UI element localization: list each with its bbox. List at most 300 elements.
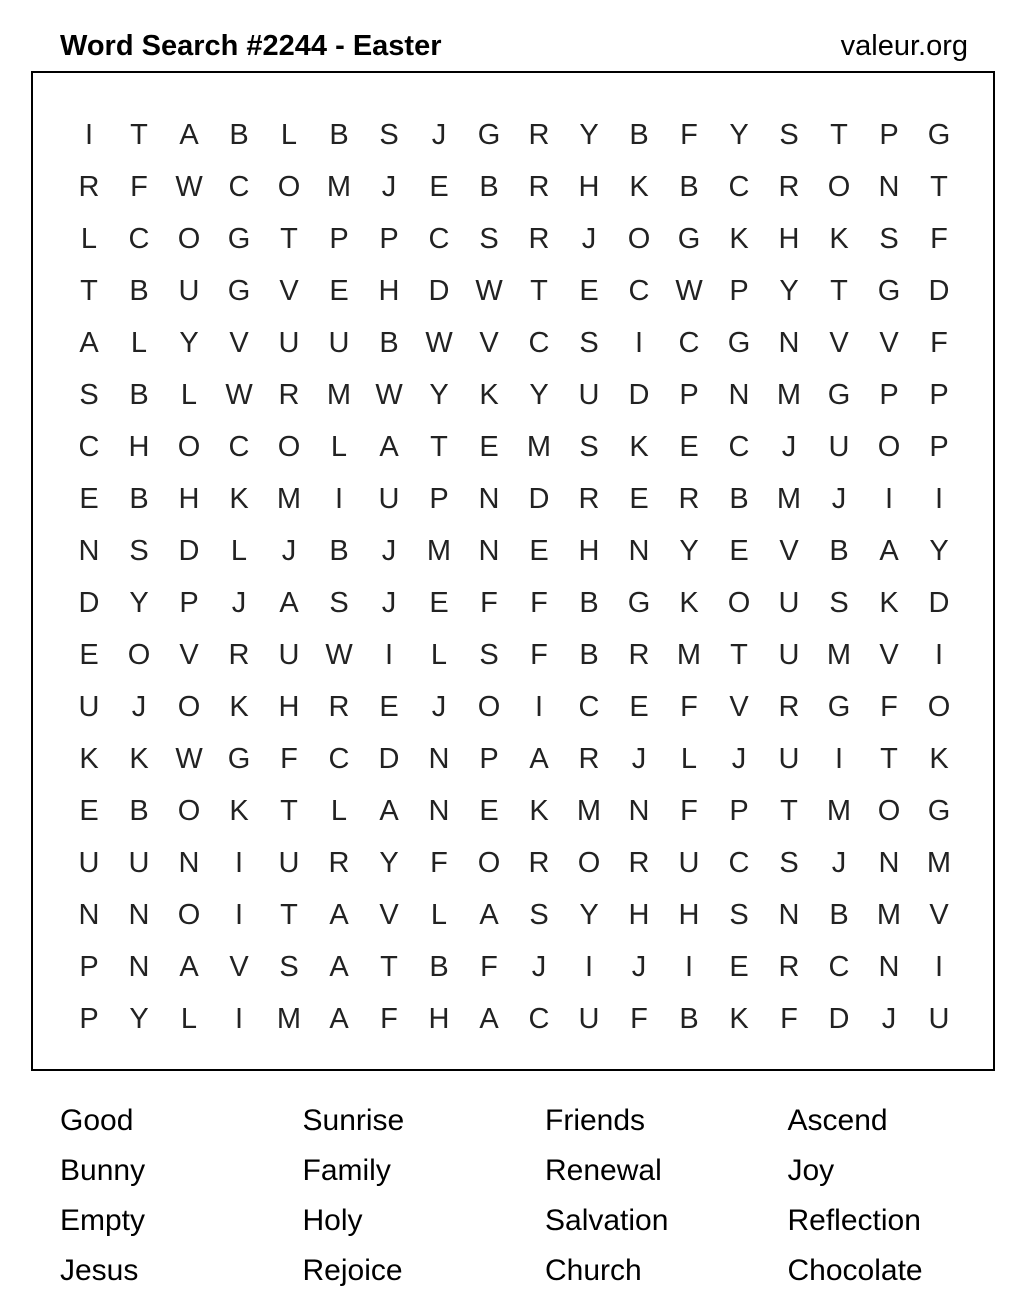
grid-cell[interactable]: T xyxy=(380,951,398,983)
grid-cell[interactable]: L xyxy=(280,119,298,151)
grid-cell[interactable]: K xyxy=(129,743,149,775)
grid-cell[interactable]: L xyxy=(180,379,198,411)
grid-cell[interactable]: I xyxy=(234,899,244,931)
grid-cell[interactable]: K xyxy=(79,743,99,775)
grid-cell[interactable]: H xyxy=(378,275,400,307)
grid-cell[interactable]: C xyxy=(678,327,700,359)
grid-cell[interactable]: B xyxy=(729,483,749,515)
grid-cell[interactable]: D xyxy=(828,1003,850,1035)
grid-cell[interactable]: I xyxy=(384,639,394,671)
grid-cell[interactable]: N xyxy=(778,327,800,359)
grid-cell[interactable]: A xyxy=(279,587,299,619)
grid-cell[interactable]: N xyxy=(478,535,500,567)
grid-cell[interactable]: L xyxy=(330,431,348,463)
grid-cell[interactable]: F xyxy=(530,639,548,671)
grid-cell[interactable]: I xyxy=(84,119,94,151)
grid-cell[interactable]: Y xyxy=(929,535,949,567)
grid-cell[interactable]: D xyxy=(628,379,650,411)
grid-cell[interactable]: R xyxy=(578,743,600,775)
grid-cell[interactable]: N xyxy=(878,847,900,879)
grid-cell[interactable]: H xyxy=(428,1003,450,1035)
grid-cell[interactable]: R xyxy=(328,847,350,879)
grid-cell[interactable]: O xyxy=(177,223,201,255)
grid-cell[interactable]: U xyxy=(778,587,800,619)
grid-cell[interactable]: C xyxy=(428,223,450,255)
grid-cell[interactable]: B xyxy=(579,587,599,619)
grid-cell[interactable]: J xyxy=(381,587,397,619)
grid-cell[interactable]: E xyxy=(629,691,649,723)
grid-cell[interactable]: E xyxy=(679,431,699,463)
grid-cell[interactable]: I xyxy=(934,639,944,671)
grid-cell[interactable]: D xyxy=(178,535,200,567)
grid-cell[interactable]: R xyxy=(528,171,550,203)
grid-cell[interactable]: D xyxy=(928,587,950,619)
grid-cell[interactable]: L xyxy=(80,223,98,255)
grid-cell[interactable]: B xyxy=(129,275,149,307)
grid-cell[interactable]: J xyxy=(531,951,547,983)
grid-cell[interactable]: D xyxy=(928,275,950,307)
grid-cell[interactable]: U xyxy=(78,691,100,723)
grid-cell[interactable]: O xyxy=(277,171,301,203)
grid-cell[interactable]: N xyxy=(628,535,650,567)
grid-cell[interactable]: E xyxy=(329,275,349,307)
grid-cell[interactable]: Y xyxy=(579,899,599,931)
grid-cell[interactable]: B xyxy=(829,535,849,567)
grid-cell[interactable]: J xyxy=(381,535,397,567)
grid-cell[interactable]: F xyxy=(380,1003,398,1035)
grid-cell[interactable]: T xyxy=(880,743,898,775)
grid-cell[interactable]: B xyxy=(479,171,499,203)
grid-cell[interactable]: T xyxy=(730,639,748,671)
grid-cell[interactable]: Y xyxy=(779,275,799,307)
grid-cell[interactable]: I xyxy=(334,483,344,515)
grid-cell[interactable]: U xyxy=(578,1003,600,1035)
grid-cell[interactable]: P xyxy=(729,275,749,307)
grid-cell[interactable]: P xyxy=(179,587,199,619)
grid-cell[interactable]: R xyxy=(78,171,100,203)
grid-cell[interactable]: R xyxy=(528,223,550,255)
grid-cell[interactable]: U xyxy=(128,847,150,879)
grid-cell[interactable]: H xyxy=(128,431,150,463)
grid-cell[interactable]: J xyxy=(831,483,847,515)
grid-cell[interactable]: U xyxy=(928,1003,950,1035)
grid-cell[interactable]: O xyxy=(177,795,201,827)
grid-cell[interactable]: L xyxy=(130,327,148,359)
grid-cell[interactable]: T xyxy=(430,431,448,463)
grid-cell[interactable]: N xyxy=(78,899,100,931)
grid-cell[interactable]: F xyxy=(430,847,448,879)
grid-cell[interactable]: P xyxy=(929,431,949,463)
grid-cell[interactable]: B xyxy=(129,483,149,515)
grid-cell[interactable]: H xyxy=(778,223,800,255)
grid-cell[interactable]: R xyxy=(528,119,550,151)
grid-cell[interactable]: J xyxy=(131,691,147,723)
grid-cell[interactable]: B xyxy=(379,327,399,359)
grid-cell[interactable]: A xyxy=(179,119,199,151)
grid-cell[interactable]: E xyxy=(479,431,499,463)
grid-cell[interactable]: J xyxy=(731,743,747,775)
grid-cell[interactable]: N xyxy=(878,171,900,203)
grid-cell[interactable]: C xyxy=(628,275,650,307)
grid-cell[interactable]: S xyxy=(879,223,899,255)
grid-cell[interactable]: S xyxy=(529,899,549,931)
grid-cell[interactable]: E xyxy=(79,795,99,827)
grid-cell[interactable]: P xyxy=(479,743,499,775)
grid-cell[interactable]: O xyxy=(177,431,201,463)
grid-cell[interactable]: W xyxy=(175,171,203,203)
grid-cell[interactable]: E xyxy=(579,275,599,307)
grid-cell[interactable]: F xyxy=(530,587,548,619)
grid-cell[interactable]: F xyxy=(680,691,698,723)
grid-cell[interactable]: L xyxy=(230,535,248,567)
grid-cell[interactable]: T xyxy=(780,795,798,827)
grid-cell[interactable]: R xyxy=(778,951,800,983)
grid-cell[interactable]: O xyxy=(877,431,901,463)
grid-cell[interactable]: F xyxy=(480,951,498,983)
grid-cell[interactable]: K xyxy=(879,587,899,619)
grid-cell[interactable]: A xyxy=(379,795,399,827)
grid-cell[interactable]: A xyxy=(379,431,399,463)
grid-cell[interactable]: F xyxy=(130,171,148,203)
grid-cell[interactable]: P xyxy=(879,119,899,151)
grid-cell[interactable]: P xyxy=(79,951,99,983)
grid-cell[interactable]: J xyxy=(581,223,597,255)
grid-cell[interactable]: B xyxy=(329,535,349,567)
grid-cell[interactable]: G xyxy=(227,275,251,307)
grid-cell[interactable]: C xyxy=(228,171,250,203)
grid-cell[interactable]: G xyxy=(877,275,901,307)
grid-cell[interactable]: T xyxy=(280,795,298,827)
grid-cell[interactable]: E xyxy=(79,639,99,671)
grid-cell[interactable]: S xyxy=(129,535,149,567)
grid-cell[interactable]: V xyxy=(229,951,249,983)
grid-cell[interactable]: F xyxy=(680,795,698,827)
grid-cell[interactable]: V xyxy=(729,691,749,723)
grid-cell[interactable]: M xyxy=(276,1003,302,1035)
grid-cell[interactable]: A xyxy=(479,1003,499,1035)
grid-cell[interactable]: U xyxy=(378,483,400,515)
grid-cell[interactable]: M xyxy=(826,639,852,671)
grid-cell[interactable]: J xyxy=(631,951,647,983)
grid-cell[interactable]: N xyxy=(728,379,750,411)
grid-cell[interactable]: K xyxy=(829,223,849,255)
grid-cell[interactable]: Y xyxy=(379,847,399,879)
grid-cell[interactable]: D xyxy=(78,587,100,619)
grid-cell[interactable]: P xyxy=(729,795,749,827)
grid-cell[interactable]: W xyxy=(225,379,253,411)
grid-cell[interactable]: K xyxy=(729,223,749,255)
grid-cell[interactable]: C xyxy=(728,171,750,203)
grid-cell[interactable]: B xyxy=(579,639,599,671)
grid-cell[interactable]: V xyxy=(929,899,949,931)
grid-cell[interactable]: O xyxy=(477,691,501,723)
grid-cell[interactable]: F xyxy=(680,119,698,151)
grid-cell[interactable]: E xyxy=(729,535,749,567)
grid-cell[interactable]: H xyxy=(178,483,200,515)
grid-cell[interactable]: K xyxy=(479,379,499,411)
grid-cell[interactable]: O xyxy=(927,691,951,723)
grid-cell[interactable]: V xyxy=(279,275,299,307)
grid-cell[interactable]: I xyxy=(684,951,694,983)
grid-cell[interactable]: W xyxy=(425,327,453,359)
grid-cell[interactable]: K xyxy=(629,171,649,203)
grid-cell[interactable]: H xyxy=(628,899,650,931)
grid-cell[interactable]: U xyxy=(778,743,800,775)
grid-cell[interactable]: Y xyxy=(129,1003,149,1035)
grid-cell[interactable]: S xyxy=(779,119,799,151)
grid-cell[interactable]: S xyxy=(479,223,499,255)
grid-cell[interactable]: I xyxy=(934,951,944,983)
grid-cell[interactable]: P xyxy=(379,223,399,255)
grid-cell[interactable]: G xyxy=(227,223,251,255)
grid-cell[interactable]: J xyxy=(631,743,647,775)
grid-cell[interactable]: C xyxy=(228,431,250,463)
grid-cell[interactable]: A xyxy=(479,899,499,931)
grid-cell[interactable]: N xyxy=(778,899,800,931)
grid-cell[interactable]: G xyxy=(827,691,851,723)
grid-cell[interactable]: N xyxy=(428,743,450,775)
grid-cell[interactable]: D xyxy=(528,483,550,515)
grid-cell[interactable]: H xyxy=(578,535,600,567)
grid-cell[interactable]: L xyxy=(180,1003,198,1035)
grid-cell[interactable]: B xyxy=(429,951,449,983)
grid-cell[interactable]: B xyxy=(229,119,249,151)
grid-cell[interactable]: F xyxy=(780,1003,798,1035)
grid-cell[interactable]: R xyxy=(628,847,650,879)
grid-cell[interactable]: N xyxy=(78,535,100,567)
grid-cell[interactable]: M xyxy=(776,483,802,515)
grid-cell[interactable]: E xyxy=(529,535,549,567)
grid-cell[interactable]: G xyxy=(227,743,251,775)
grid-cell[interactable]: V xyxy=(829,327,849,359)
grid-cell[interactable]: M xyxy=(926,847,952,879)
grid-cell[interactable]: F xyxy=(880,691,898,723)
grid-cell[interactable]: A xyxy=(329,951,349,983)
grid-cell[interactable]: U xyxy=(328,327,350,359)
grid-cell[interactable]: R xyxy=(678,483,700,515)
grid-cell[interactable]: V xyxy=(479,327,499,359)
grid-cell[interactable]: T xyxy=(280,223,298,255)
grid-cell[interactable]: I xyxy=(634,327,644,359)
grid-cell[interactable]: M xyxy=(876,899,902,931)
grid-cell[interactable]: P xyxy=(679,379,699,411)
grid-cell[interactable]: S xyxy=(79,379,99,411)
grid-cell[interactable]: P xyxy=(879,379,899,411)
grid-cell[interactable]: E xyxy=(379,691,399,723)
grid-cell[interactable]: L xyxy=(680,743,698,775)
grid-cell[interactable]: M xyxy=(826,795,852,827)
grid-cell[interactable]: B xyxy=(829,899,849,931)
grid-cell[interactable]: T xyxy=(930,171,948,203)
grid-cell[interactable]: R xyxy=(778,171,800,203)
grid-cell[interactable]: O xyxy=(127,639,151,671)
grid-cell[interactable]: K xyxy=(229,795,249,827)
grid-cell[interactable]: F xyxy=(930,327,948,359)
grid-cell[interactable]: M xyxy=(276,483,302,515)
grid-cell[interactable]: L xyxy=(330,795,348,827)
grid-cell[interactable]: V xyxy=(779,535,799,567)
grid-cell[interactable]: A xyxy=(879,535,899,567)
grid-cell[interactable]: W xyxy=(175,743,203,775)
grid-cell[interactable]: F xyxy=(630,1003,648,1035)
grid-cell[interactable]: G xyxy=(827,379,851,411)
grid-cell[interactable]: C xyxy=(528,1003,550,1035)
grid-cell[interactable]: E xyxy=(429,587,449,619)
grid-cell[interactable]: O xyxy=(177,899,201,931)
grid-cell[interactable]: I xyxy=(884,483,894,515)
grid-cell[interactable]: G xyxy=(927,119,951,151)
grid-cell[interactable]: N xyxy=(178,847,200,879)
grid-cell[interactable]: J xyxy=(881,1003,897,1035)
grid-cell[interactable]: B xyxy=(129,795,149,827)
grid-cell[interactable]: M xyxy=(776,379,802,411)
grid-cell[interactable]: C xyxy=(128,223,150,255)
grid-cell[interactable]: C xyxy=(728,431,750,463)
grid-cell[interactable]: S xyxy=(379,119,399,151)
grid-cell[interactable]: A xyxy=(79,327,99,359)
grid-cell[interactable]: R xyxy=(628,639,650,671)
grid-cell[interactable]: E xyxy=(629,483,649,515)
grid-cell[interactable]: U xyxy=(78,847,100,879)
grid-cell[interactable]: D xyxy=(378,743,400,775)
grid-cell[interactable]: N xyxy=(478,483,500,515)
grid-cell[interactable]: B xyxy=(329,119,349,151)
grid-cell[interactable]: S xyxy=(329,587,349,619)
grid-cell[interactable]: G xyxy=(927,795,951,827)
grid-cell[interactable]: T xyxy=(130,119,148,151)
grid-cell[interactable]: C xyxy=(728,847,750,879)
grid-cell[interactable]: T xyxy=(830,275,848,307)
grid-cell[interactable]: S xyxy=(279,951,299,983)
grid-cell[interactable]: N xyxy=(128,951,150,983)
grid-cell[interactable]: R xyxy=(528,847,550,879)
grid-cell[interactable]: T xyxy=(280,899,298,931)
grid-cell[interactable]: M xyxy=(326,171,352,203)
grid-cell[interactable]: B xyxy=(129,379,149,411)
grid-cell[interactable]: E xyxy=(479,795,499,827)
grid-cell[interactable]: C xyxy=(528,327,550,359)
grid-cell[interactable]: H xyxy=(278,691,300,723)
grid-cell[interactable]: K xyxy=(229,691,249,723)
grid-cell[interactable]: J xyxy=(281,535,297,567)
grid-cell[interactable]: P xyxy=(429,483,449,515)
grid-cell[interactable]: K xyxy=(929,743,949,775)
grid-cell[interactable]: V xyxy=(179,639,199,671)
grid-cell[interactable]: N xyxy=(428,795,450,827)
grid-cell[interactable]: E xyxy=(429,171,449,203)
grid-cell[interactable]: F xyxy=(280,743,298,775)
grid-cell[interactable]: I xyxy=(834,743,844,775)
grid-cell[interactable]: I xyxy=(534,691,544,723)
grid-cell[interactable]: S xyxy=(479,639,499,671)
grid-cell[interactable]: J xyxy=(381,171,397,203)
grid-cell[interactable]: E xyxy=(79,483,99,515)
grid-cell[interactable]: W xyxy=(325,639,353,671)
grid-cell[interactable]: J xyxy=(831,847,847,879)
grid-cell[interactable]: V xyxy=(379,899,399,931)
grid-cell[interactable]: O xyxy=(277,431,301,463)
grid-cell[interactable]: L xyxy=(430,639,448,671)
grid-cell[interactable]: S xyxy=(829,587,849,619)
grid-cell[interactable]: O xyxy=(627,223,651,255)
grid-cell[interactable]: A xyxy=(529,743,549,775)
grid-cell[interactable]: R xyxy=(328,691,350,723)
grid-cell[interactable]: U xyxy=(828,431,850,463)
grid-cell[interactable]: V xyxy=(229,327,249,359)
grid-cell[interactable]: U xyxy=(578,379,600,411)
grid-cell[interactable]: S xyxy=(729,899,749,931)
grid-cell[interactable]: L xyxy=(430,899,448,931)
grid-cell[interactable]: Y xyxy=(429,379,449,411)
grid-cell[interactable]: C xyxy=(578,691,600,723)
grid-cell[interactable]: K xyxy=(629,431,649,463)
grid-cell[interactable]: B xyxy=(629,119,649,151)
grid-cell[interactable]: Y xyxy=(129,587,149,619)
grid-cell[interactable]: U xyxy=(178,275,200,307)
grid-cell[interactable]: A xyxy=(329,899,349,931)
grid-cell[interactable]: R xyxy=(278,379,300,411)
grid-cell[interactable]: U xyxy=(278,847,300,879)
grid-cell[interactable]: N xyxy=(628,795,650,827)
grid-cell[interactable]: O xyxy=(877,795,901,827)
grid-cell[interactable]: O xyxy=(727,587,751,619)
grid-cell[interactable]: P xyxy=(329,223,349,255)
grid-cell[interactable]: U xyxy=(278,327,300,359)
grid-cell[interactable]: B xyxy=(679,1003,699,1035)
grid-cell[interactable]: I xyxy=(234,1003,244,1035)
grid-cell[interactable]: Y xyxy=(529,379,549,411)
grid-cell[interactable]: N xyxy=(128,899,150,931)
grid-cell[interactable]: I xyxy=(234,847,244,879)
grid-cell[interactable]: V xyxy=(879,327,899,359)
grid-cell[interactable]: T xyxy=(530,275,548,307)
grid-cell[interactable]: K xyxy=(729,1003,749,1035)
grid-cell[interactable]: M xyxy=(426,535,452,567)
grid-cell[interactable]: G xyxy=(677,223,701,255)
grid-cell[interactable]: H xyxy=(678,899,700,931)
grid-cell[interactable]: F xyxy=(930,223,948,255)
grid-cell[interactable]: V xyxy=(879,639,899,671)
grid-cell[interactable]: Y xyxy=(179,327,199,359)
grid-cell[interactable]: D xyxy=(428,275,450,307)
grid-cell[interactable]: P xyxy=(79,1003,99,1035)
grid-cell[interactable]: A xyxy=(329,1003,349,1035)
grid-cell[interactable]: C xyxy=(828,951,850,983)
grid-cell[interactable]: J xyxy=(431,119,447,151)
grid-cell[interactable]: G xyxy=(727,327,751,359)
grid-cell[interactable]: R xyxy=(228,639,250,671)
grid-cell[interactable]: U xyxy=(278,639,300,671)
grid-cell[interactable]: J xyxy=(431,691,447,723)
grid-cell[interactable]: R xyxy=(578,483,600,515)
grid-cell[interactable]: N xyxy=(878,951,900,983)
grid-cell[interactable]: T xyxy=(830,119,848,151)
grid-cell[interactable]: K xyxy=(229,483,249,515)
grid-cell[interactable]: K xyxy=(529,795,549,827)
grid-cell[interactable]: Y xyxy=(679,535,699,567)
grid-cell[interactable]: W xyxy=(675,275,703,307)
grid-cell[interactable]: A xyxy=(179,951,199,983)
grid-cell[interactable]: E xyxy=(729,951,749,983)
grid-cell[interactable]: O xyxy=(177,691,201,723)
grid-cell[interactable]: I xyxy=(934,483,944,515)
grid-cell[interactable]: S xyxy=(579,431,599,463)
grid-cell[interactable]: U xyxy=(778,639,800,671)
grid-cell[interactable]: G xyxy=(627,587,651,619)
grid-cell[interactable]: I xyxy=(584,951,594,983)
grid-cell[interactable]: P xyxy=(929,379,949,411)
grid-cell[interactable]: M xyxy=(576,795,602,827)
